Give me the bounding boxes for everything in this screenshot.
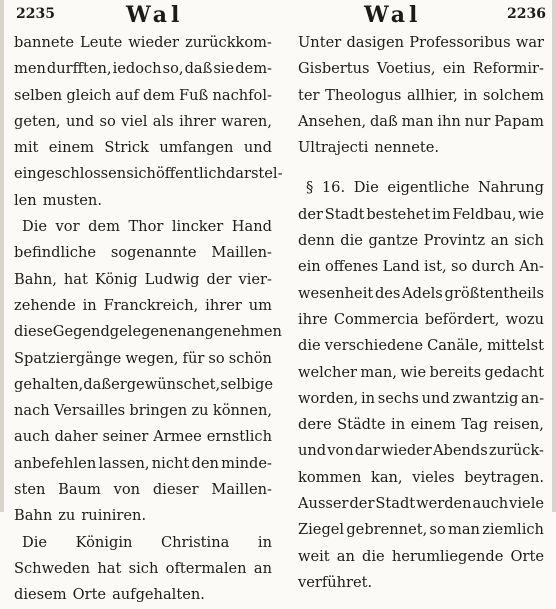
text-line: worden, in sechs und zwantzig an-: [298, 389, 544, 407]
text-line: Spatziergänge wegen, für so schön: [14, 349, 272, 367]
left-text-column: [14, 30, 283, 609]
text-line: Bahn, hat König Ludwig der vier-: [14, 270, 272, 288]
text-line: auch daher seiner Armee ernstlich: [14, 428, 272, 446]
text-line: Ziegel gebrennet, so man ziemlich: [298, 521, 544, 539]
text-line: Ausser der Stadt werden auch viele: [298, 495, 544, 513]
text-line: weit an die herumliegende Orte: [298, 547, 544, 565]
text-line: Unter dasigen Professoribus war: [298, 34, 544, 51]
text-line: verführet.: [298, 573, 373, 591]
text-line: befindliche sogenannte Maillen-: [14, 244, 272, 262]
text-line: selben gleich auf dem Fuß nachfol-: [14, 86, 272, 104]
text-line: ein offenes Land ist, so durch An-: [298, 258, 544, 276]
text-line: len musten.: [14, 191, 102, 209]
text-line: ihre Commercia befördert, wozu: [298, 310, 544, 328]
text-line: und von dar wieder Abends zurück-: [298, 442, 544, 460]
right-running-head: Wal: [364, 2, 422, 28]
text-line: Gisbertus Voetius, ein Reformir-: [298, 60, 544, 78]
text-line: Ultrajecti nennete.: [298, 139, 439, 157]
text-line: bannete Leute wieder zurückkom-: [14, 34, 272, 51]
text-line: geten, und so viel als ihrer waren,: [14, 112, 272, 130]
page-edge-left: [0, 0, 4, 512]
text-line: men durfften, iedoch so, daß sie dem-: [14, 60, 272, 78]
text-line: der Stadt bestehet im Feldbau, wie: [298, 205, 544, 223]
text-line: denn die gantze Provintz an sich: [298, 232, 544, 250]
text-line: die verschiedene Canäle, mittelst: [298, 337, 544, 355]
right-text-column: [298, 30, 544, 596]
right-page-number: 2236: [507, 6, 546, 22]
left-running-head: Wal: [126, 2, 184, 28]
text-line: sten Baum von dieser Maillen-: [14, 481, 272, 499]
text-line: diese Gegend gelegenen angenehmen: [14, 323, 282, 341]
text-line: dere Städte in einem Tag reisen,: [298, 416, 544, 434]
left-page-header: [14, 2, 272, 28]
right-page-header: [298, 2, 546, 28]
text-line: § 16. Die eigentliche Nahrung: [306, 179, 544, 197]
left-page-number: 2235: [16, 6, 55, 22]
text-line: anbefehlen lassen, nicht den minde-: [14, 454, 272, 472]
text-line: mit einem Strick umfangen und: [14, 139, 272, 157]
text-line: eingeschlossen sich öffentlich darstel-: [14, 165, 283, 183]
text-line: gehalten, daß er gewünschet, selbige: [14, 375, 273, 393]
text-line: Bahn zu ruiniren.: [14, 507, 147, 525]
page-edge-right: [552, 0, 556, 512]
text-line: kommen kan, vieles beytragen.: [298, 468, 544, 486]
text-line: Die vor dem Thor lincker Hand: [22, 218, 272, 236]
text-line: Ansehen, daß man ihn nur Papam: [298, 112, 544, 130]
text-line: nach Versailles bringen zu können,: [14, 402, 272, 420]
text-line: diesem Orte aufgehalten.: [14, 586, 205, 604]
text-line: welcher man, wie bereits gedacht: [298, 363, 544, 381]
text-line: Die Königin Christina in: [22, 533, 272, 551]
text-line: ter Theologus allhier, in solchem: [298, 86, 544, 104]
paragraph-gap: [298, 161, 544, 175]
text-line: zehende in Franckreich, ihrer um: [14, 296, 272, 314]
text-line: Schweden hat sich oftermalen an: [14, 559, 272, 577]
text-line: wesenheit des Adels größtentheils: [298, 284, 544, 302]
